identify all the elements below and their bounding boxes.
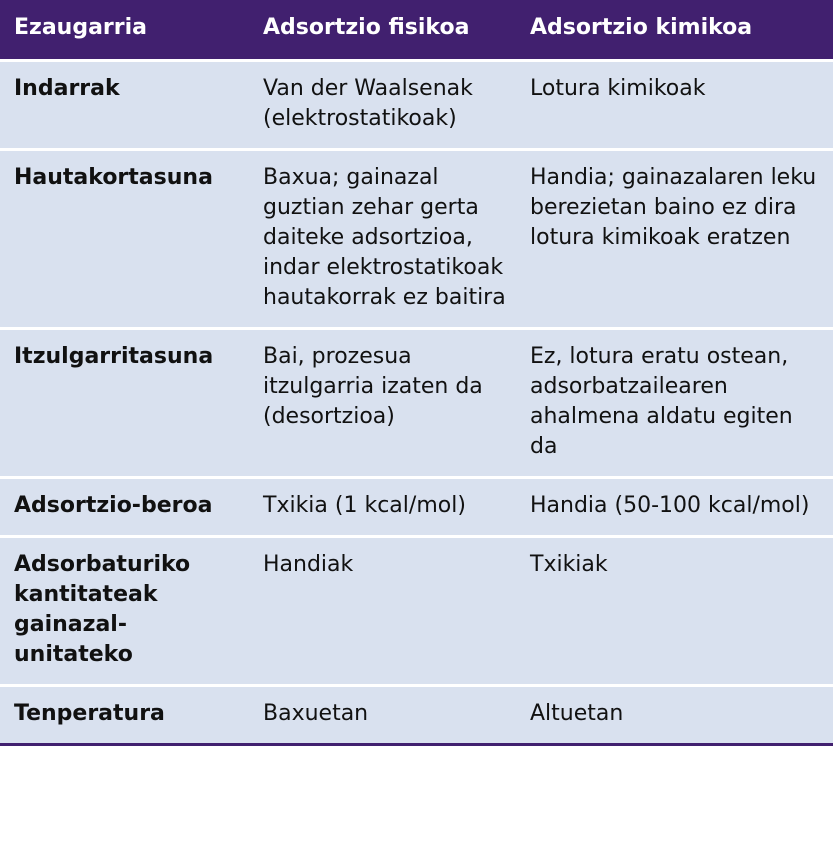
chemical-cell: Altuetan	[516, 686, 833, 745]
physical-cell: Bai, prozesua itzulgarria izaten da (desortzioa)	[249, 329, 516, 478]
chemical-cell: Ez, lotura eratu ostean, adsorbatzailearen ahalmena aldatu egiten da	[516, 329, 833, 478]
chemical-cell: Lotura kimikoak	[516, 61, 833, 150]
chemical-cell: Handia; gainazalaren leku berezietan baino ez dira lotura kimikoak eratzen	[516, 150, 833, 329]
physical-cell: Van der Waalsenak (elektrostatikoak)	[249, 61, 516, 150]
feature-cell: Hautakortasuna	[0, 150, 249, 329]
table-row	[0, 61, 833, 150]
feature-cell: Indarrak	[0, 61, 249, 150]
physical-cell: Txikia (1 kcal/mol)	[249, 478, 516, 537]
table-row	[0, 478, 833, 537]
header-chemical: Adsortzio kimikoa	[516, 0, 833, 61]
physical-cell: Handiak	[249, 537, 516, 686]
chemical-cell: Txikiak	[516, 537, 833, 686]
header-feature: Ezaugarria	[0, 0, 249, 61]
feature-cell: Itzulgarritasuna	[0, 329, 249, 478]
feature-cell: Adsortzio-beroa	[0, 478, 249, 537]
chemical-cell: Handia (50-100 kcal/mol)	[516, 478, 833, 537]
physical-cell: Baxua; gainazal guztian zehar gerta daiteke adsortzioa, indar elektrostatikoak hautakorrak ez baitira	[249, 150, 516, 329]
header-row	[0, 0, 833, 61]
table-row	[0, 329, 833, 478]
table-row	[0, 686, 833, 745]
feature-cell: Adsorbaturiko kantitateak gainazal-unitateko	[0, 537, 249, 686]
header-physical: Adsortzio fisikoa	[249, 0, 516, 61]
table-row	[0, 537, 833, 686]
physical-cell: Baxuetan	[249, 686, 516, 745]
feature-cell: Tenperatura	[0, 686, 249, 745]
table-row	[0, 150, 833, 329]
